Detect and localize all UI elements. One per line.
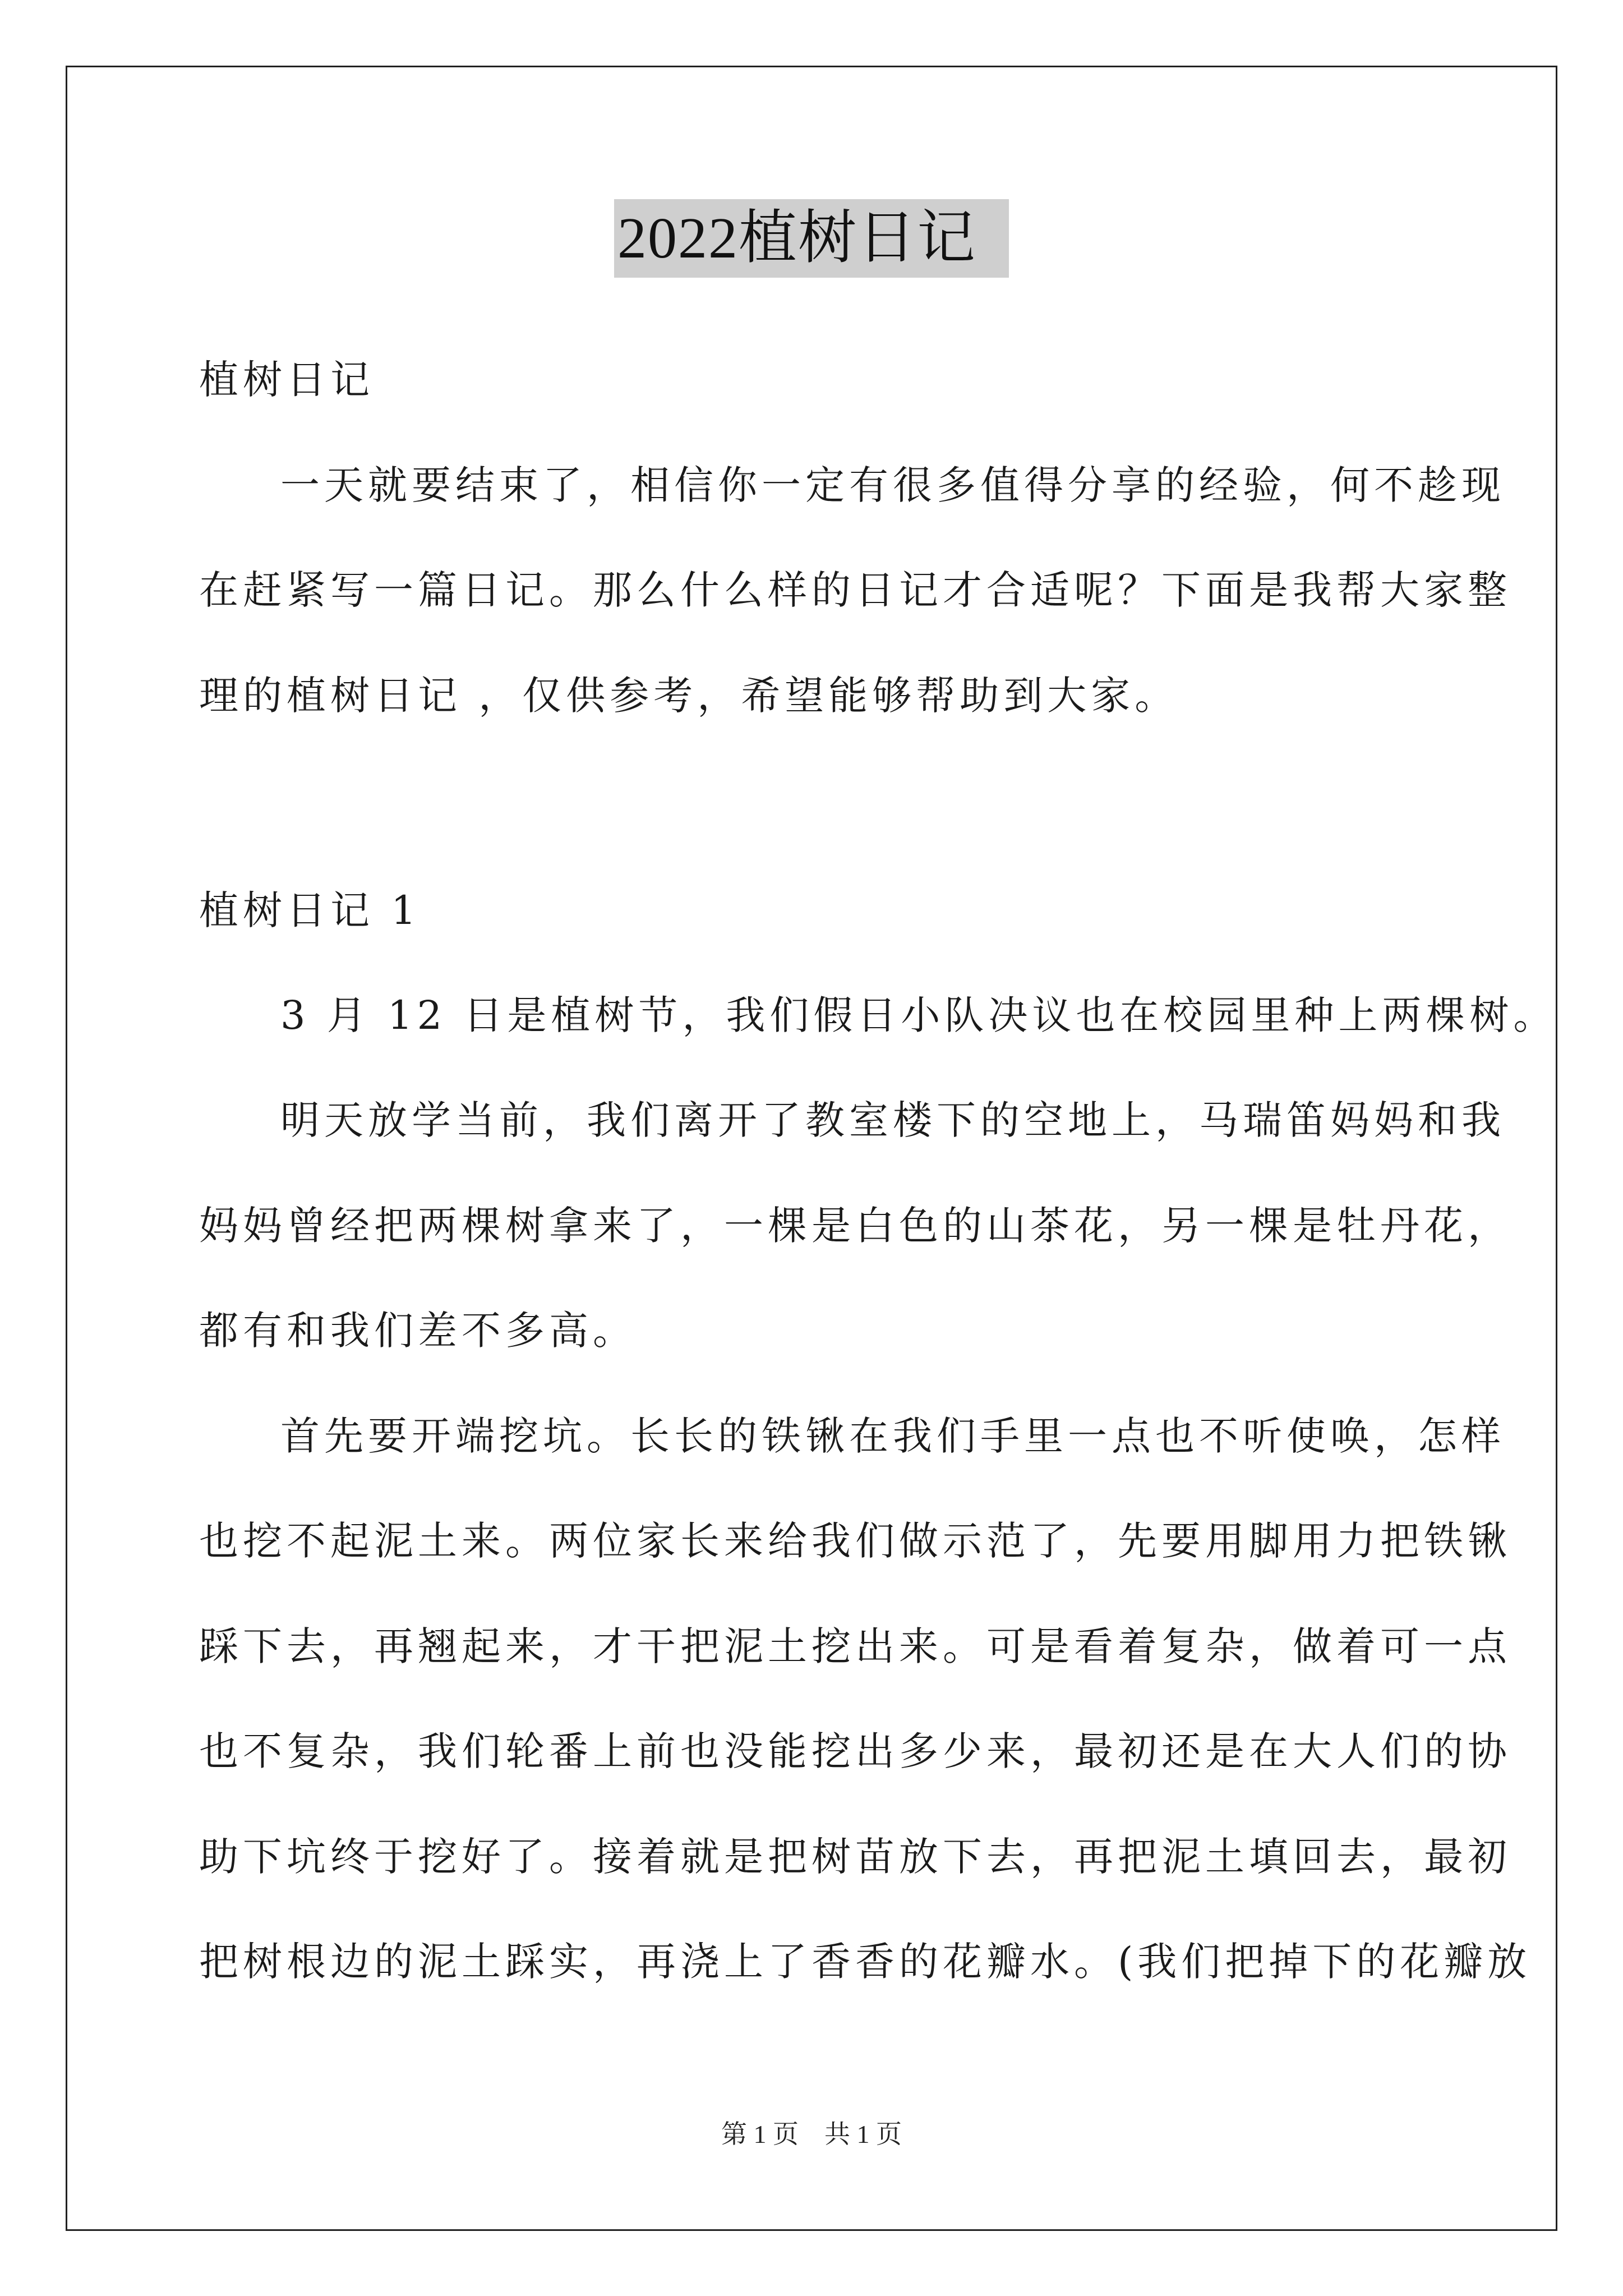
- body-line: 也挖不起泥土来。两位家长来给我们做示范了，先要用脚用力把铁锹: [199, 1518, 1511, 1564]
- title-container: [0, 199, 1623, 278]
- body-line: 3 月 12 日是植树节，我们假日小队决议也在校园里种上两棵树。: [280, 992, 1557, 1038]
- body-line: 首先要开端挖坑。长长的铁锹在我们手里一点也不听使唤，怎样: [280, 1413, 1505, 1459]
- document-title: 2022植树日记: [614, 199, 1009, 278]
- body-line: 踩下去，再翘起来，才干把泥土挖出来。可是看着复杂，做着可一点: [199, 1623, 1511, 1669]
- body-line: 妈妈曾经把两棵树拿来了，一棵是白色的山茶花，另一棵是牡丹花，: [199, 1203, 1511, 1249]
- page-footer: [0, 2118, 1623, 2151]
- intro-line: 在赶紧写一篇日记。那么什么样的日记才合适呢？下面是我帮大家整: [199, 567, 1511, 613]
- page-total: 共 1 页: [824, 2120, 902, 2148]
- intro-line: 理的植树日记 ，仅供参考，希望能够帮助到大家。: [199, 673, 1179, 719]
- body-line: 明天放学当前，我们离开了教室楼下的空地上，马瑞笛妈妈和我: [280, 1097, 1505, 1143]
- body-line: 助下坑终于挖好了。接着就是把树苗放下去，再把泥土填回去，最初: [199, 1834, 1511, 1880]
- intro-heading: 植树日记: [199, 357, 374, 403]
- body-line: 也不复杂，我们轮番上前也没能挖出多少来，最初还是在大人们的协: [199, 1728, 1511, 1774]
- section-heading: 植树日记 1: [199, 887, 421, 933]
- body-line: 把树根边的泥土踩实，再浇上了香香的花瓣水。(我们把掉下的花瓣放: [199, 1939, 1532, 1985]
- body-line: 都有和我们差不多高。: [199, 1308, 637, 1354]
- page-number: 第 1 页: [721, 2120, 799, 2148]
- intro-line: 一天就要结束了，相信你一定有很多值得分享的经验，何不趁现: [280, 462, 1505, 508]
